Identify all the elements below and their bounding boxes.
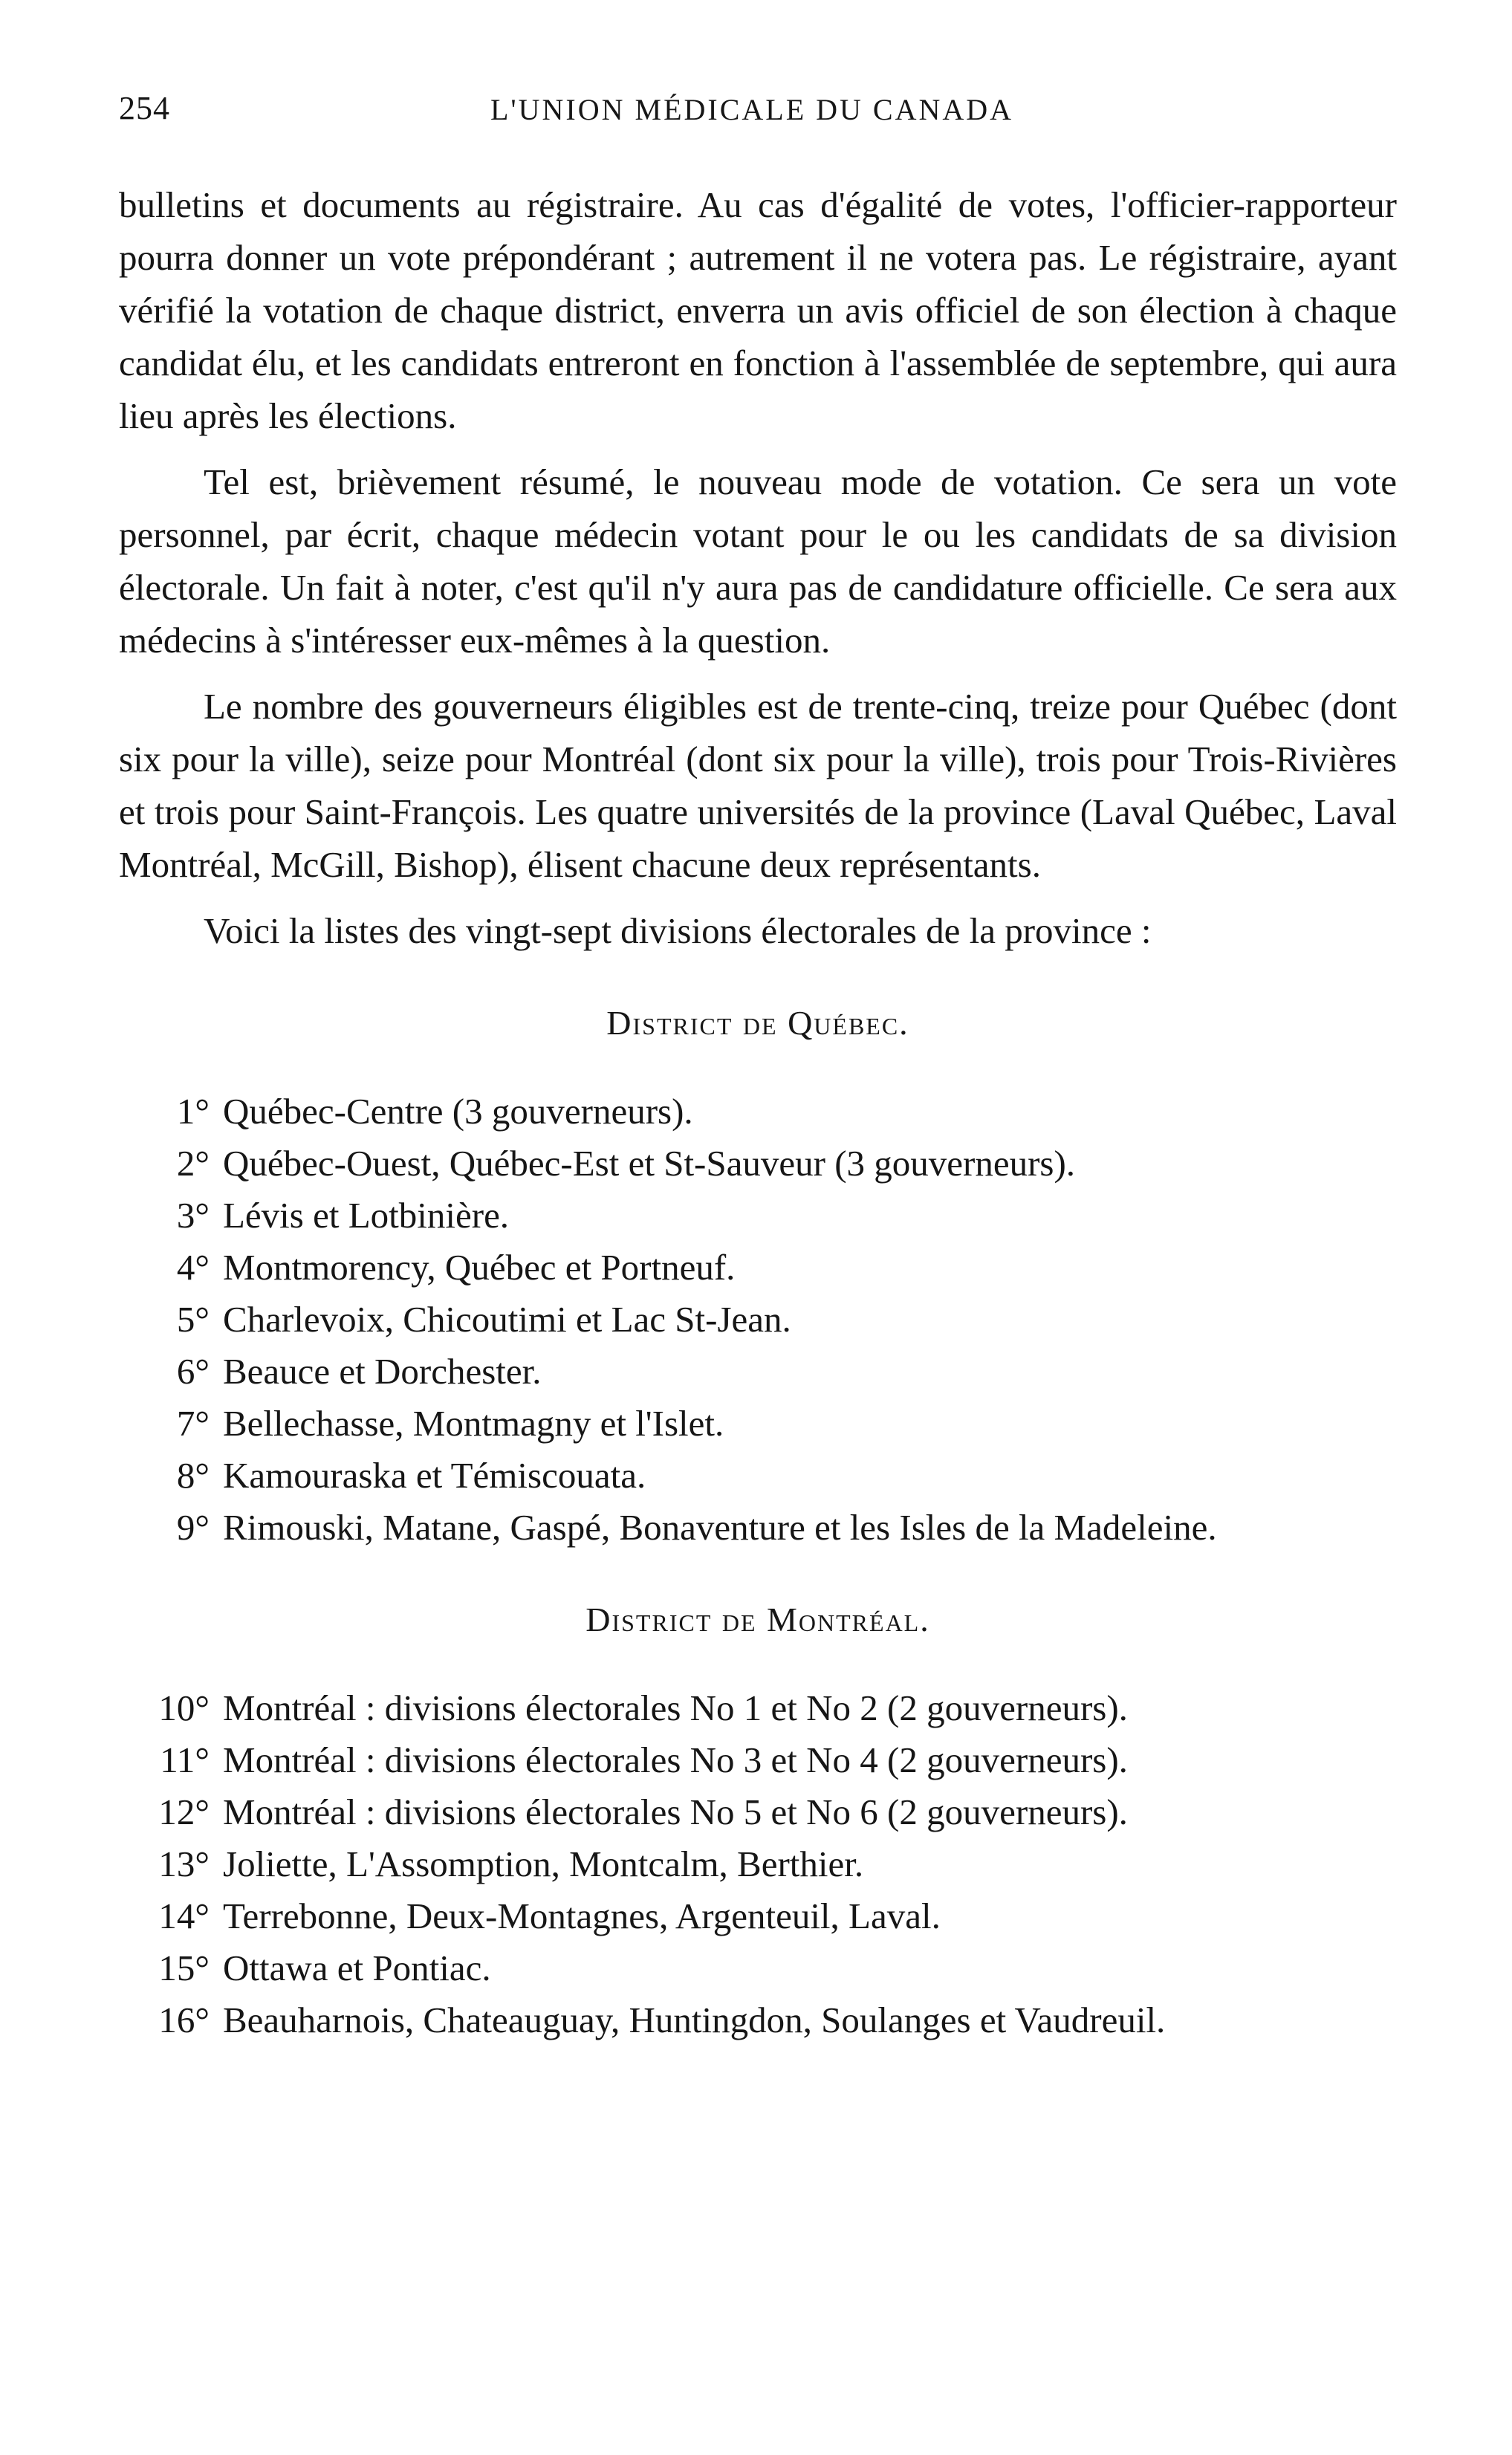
division-number: 5° xyxy=(176,1299,210,1340)
article-body xyxy=(119,178,1397,957)
division-number: 8° xyxy=(176,1455,210,1496)
division-item xyxy=(119,1242,1397,1294)
division-text: Québec-Centre (3 gouverneurs). xyxy=(223,1091,693,1132)
division-item xyxy=(119,1086,1397,1138)
division-item xyxy=(119,1190,1397,1242)
paragraph-ballot-procedure: bulletins et documents au régistraire. Au cas d'égalité de votes, l'officier-rapporteur pourra donner un vote prépondérant ; autrement il ne votera pas. Le régistraire, ayant vérifié la votation de chaque district, enverra un avis officiel de son élection à chaque candidat élu, et les candidats entreront en fonction à l'assemblée de septembre, qui aura lieu après les élections. xyxy=(119,184,1397,436)
division-text: Terrebonne, Deux-Montagnes, Argenteuil, Laval. xyxy=(223,1895,941,1936)
division-item xyxy=(119,1682,1397,1734)
division-number: 13° xyxy=(158,1843,210,1884)
division-list-quebec xyxy=(119,1086,1397,1554)
division-number: 12° xyxy=(158,1791,210,1832)
division-item xyxy=(119,1398,1397,1450)
division-text: Ottawa et Pontiac. xyxy=(223,1948,491,1988)
division-item xyxy=(119,1994,1397,2046)
division-item xyxy=(119,1346,1397,1398)
district-heading-quebec: District de Québec. xyxy=(606,1004,909,1042)
document-page xyxy=(119,89,1397,2046)
district-heading-montreal: District de Montréal. xyxy=(585,1601,930,1638)
division-item xyxy=(119,1890,1397,1942)
division-text: Lévis et Lotbinière. xyxy=(223,1195,510,1236)
division-number: 11° xyxy=(160,1739,210,1780)
division-number: 6° xyxy=(176,1351,210,1392)
division-number: 10° xyxy=(158,1687,210,1728)
running-head xyxy=(119,89,1397,141)
division-item xyxy=(119,1942,1397,1994)
division-number: 3° xyxy=(176,1195,210,1236)
division-text: Charlevoix, Chicoutimi et Lac St-Jean. xyxy=(223,1299,791,1340)
division-text: Beauharnois, Chateauguay, Huntingdon, Soulanges et Vaudreuil. xyxy=(223,2000,1166,2040)
division-item xyxy=(119,1786,1397,1838)
division-number: 14° xyxy=(158,1895,210,1936)
division-number: 4° xyxy=(176,1247,210,1288)
division-text: Beauce et Dorchester. xyxy=(223,1351,542,1392)
division-item xyxy=(119,1502,1397,1554)
division-number: 9° xyxy=(176,1507,210,1548)
division-number: 1° xyxy=(176,1091,210,1132)
division-list-montreal xyxy=(119,1682,1397,2046)
division-text: Québec-Ouest, Québec-Est et St-Sauveur (3 gouverneurs). xyxy=(223,1143,1076,1184)
division-number: 16° xyxy=(158,2000,210,2040)
paragraph-governor-count: Le nombre des gouverneurs éligibles est de trente-cinq, treize pour Québec (dont six pour la ville), seize pour Montréal (dont six pour la ville), trois pour Trois-Rivières et trois pour Saint-François. Les quatre universités de la province (Laval Québec, Laval Montréal, McGill, Bishop), élisent chacune deux représentants. xyxy=(119,686,1397,885)
division-number: 2° xyxy=(176,1143,210,1184)
division-item xyxy=(119,1450,1397,1502)
paragraph-list-intro: Voici la listes des vingt-sept divisions électorales de la province : xyxy=(204,910,1152,951)
division-text: Montréal : divisions électorales No 3 et No 4 (2 gouverneurs). xyxy=(223,1739,1128,1780)
division-text: Kamouraska et Témiscouata. xyxy=(223,1455,646,1496)
division-item xyxy=(119,1138,1397,1190)
division-text: Montmorency, Québec et Portneuf. xyxy=(223,1247,736,1288)
division-text: Montréal : divisions électorales No 1 et No 2 (2 gouverneurs). xyxy=(223,1687,1128,1728)
division-text: Montréal : divisions électorales No 5 et No 6 (2 gouverneurs). xyxy=(223,1791,1128,1832)
division-text: Bellechasse, Montmagny et l'Islet. xyxy=(223,1403,724,1444)
division-text: Rimouski, Matane, Gaspé, Bonaventure et les Isles de la Madeleine. xyxy=(223,1507,1217,1548)
journal-title: L'UNION MÉDICALE DU CANADA xyxy=(490,93,1014,126)
division-number: 15° xyxy=(158,1948,210,1988)
paragraph-voting-mode: Tel est, brièvement résumé, le nouveau mode de votation. Ce sera un vote personnel, par écrit, chaque médecin votant pour le ou les candidats de sa division électorale. Un fait à noter, c'est qu'il n'y aura pas de candidature officielle. Ce sera aux médecins à s'intéresser eux-mêmes à la question. xyxy=(119,461,1397,661)
division-item xyxy=(119,1734,1397,1786)
division-item xyxy=(119,1294,1397,1346)
page-number: 254 xyxy=(119,90,170,126)
division-text: Joliette, L'Assomption, Montcalm, Berthier. xyxy=(223,1843,864,1884)
division-number: 7° xyxy=(176,1403,210,1444)
division-item xyxy=(119,1838,1397,1890)
